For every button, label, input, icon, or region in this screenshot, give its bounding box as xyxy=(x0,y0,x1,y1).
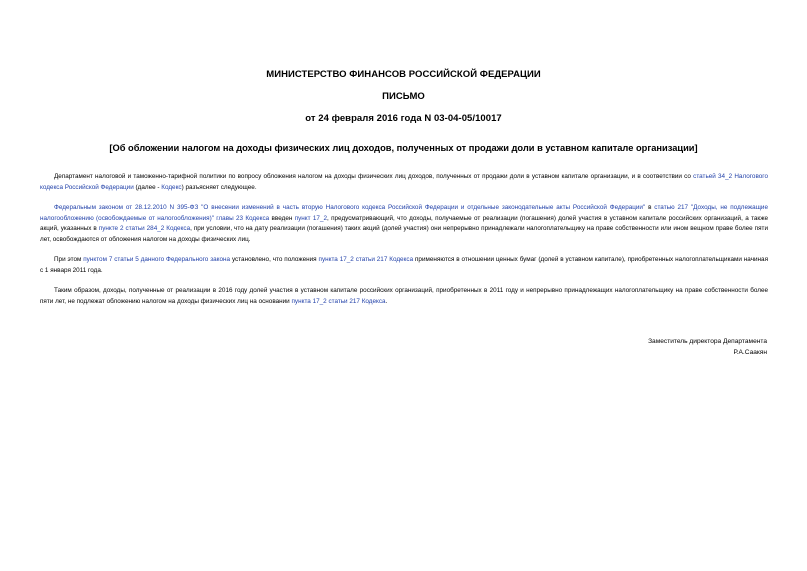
paragraph-text: ) разъясняет следующее. xyxy=(181,183,257,191)
link-kodeks[interactable]: Кодекс xyxy=(161,183,182,191)
ministry-heading: МИНИСТЕРСТВО ФИНАНСОВ РОССИЙСКОЙ ФЕДЕРАЦИИ xyxy=(266,69,541,80)
paragraph-text: применяются в отношении ценных бумаг (долей в уставном капитале), приобретенных налогоплательщиками начиная с 1 января 2011 года. xyxy=(40,256,769,274)
paragraph-text: , предусматривающий, что доходы, получаемые от реализации (погашения) долей участия в уставном капитале российских организаций, а также акций, указанных в xyxy=(40,214,768,232)
paragraph-3 xyxy=(40,255,768,276)
paragraph-text: . xyxy=(385,297,388,305)
signature-name: Р.А.Саакян xyxy=(733,349,767,356)
document-type: ПИСЬМО xyxy=(382,91,425,102)
document-subject: [Об обложении налогом на доходы физических лиц доходов, полученных от продажи доли в уставном капитале организации] xyxy=(109,143,698,153)
paragraph-1 xyxy=(40,172,768,193)
paragraph-text: в xyxy=(645,204,655,211)
paragraph-text: (далее - xyxy=(133,183,162,191)
link-clause-17-2-article-217[interactable]: пункта 17_2 статьи 217 Кодекса xyxy=(318,256,414,263)
paragraph-text: Таким образом, доходы, полученные от реализации в 2016 году долей участия в уставном капитале российских организаций, приобретенных в 2011 году и непрерывно принадлежащих налогоплательщику на праве собственности более пяти лет, не подлежат обложению налогом на доходы физических лиц на основании xyxy=(40,287,768,305)
link-clause-17-2-article-217[interactable]: пункта 17_2 статьи 217 Кодекса xyxy=(291,297,386,305)
link-article-217[interactable]: статью 217 "Доходы, не подлежащие налогообложению (освобождаемые от налогообложения)" главы 23 Кодекса xyxy=(40,204,768,222)
paragraph-text: введен xyxy=(269,214,295,222)
link-article-34-2[interactable]: статьей 34_2 Налогового кодекса Российской Федерации xyxy=(40,173,768,191)
link-article-284-2[interactable]: пункте 2 статьи 284_2 Кодекса xyxy=(98,225,191,232)
paragraph-text: При этом xyxy=(54,256,84,263)
paragraph-text: Департамент налоговой и таможенно-тарифной политики по вопросу обложения налогом на доходы физических лиц доходов, полученных от продажи доли в уставном капитале организации, и в соответствии со xyxy=(54,173,694,180)
paragraph-text: установлено, что положения xyxy=(230,256,319,263)
link-federal-law-395[interactable]: Федеральным законом от 28.12.2010 N 395-ФЗ "О внесении изменений в часть вторую Налогового кодекса Российской Федерации и отдельные законодательные акты Российской Федерации" xyxy=(54,204,646,211)
signature-position: Заместитель директора Департамента xyxy=(648,338,767,345)
paragraph-text: , при условии, что на дату реализации (погашения) таких акций (долей участия) они непрерывно принадлежали налогоплательщику на праве собственности или ином вещном праве более пяти лет, освобождаются от обложения налогом на доходы физических лиц. xyxy=(40,225,768,243)
paragraph-2 xyxy=(40,203,768,245)
link-clause-7-article-5[interactable]: пунктом 7 статьи 5 данного Федерального закона xyxy=(83,256,231,263)
link-clause-17-2[interactable]: пункт 17_2 xyxy=(294,214,327,222)
paragraph-4 xyxy=(40,286,768,307)
document-date-number: от 24 февраля 2016 года N 03-04-05/10017 xyxy=(305,113,502,124)
